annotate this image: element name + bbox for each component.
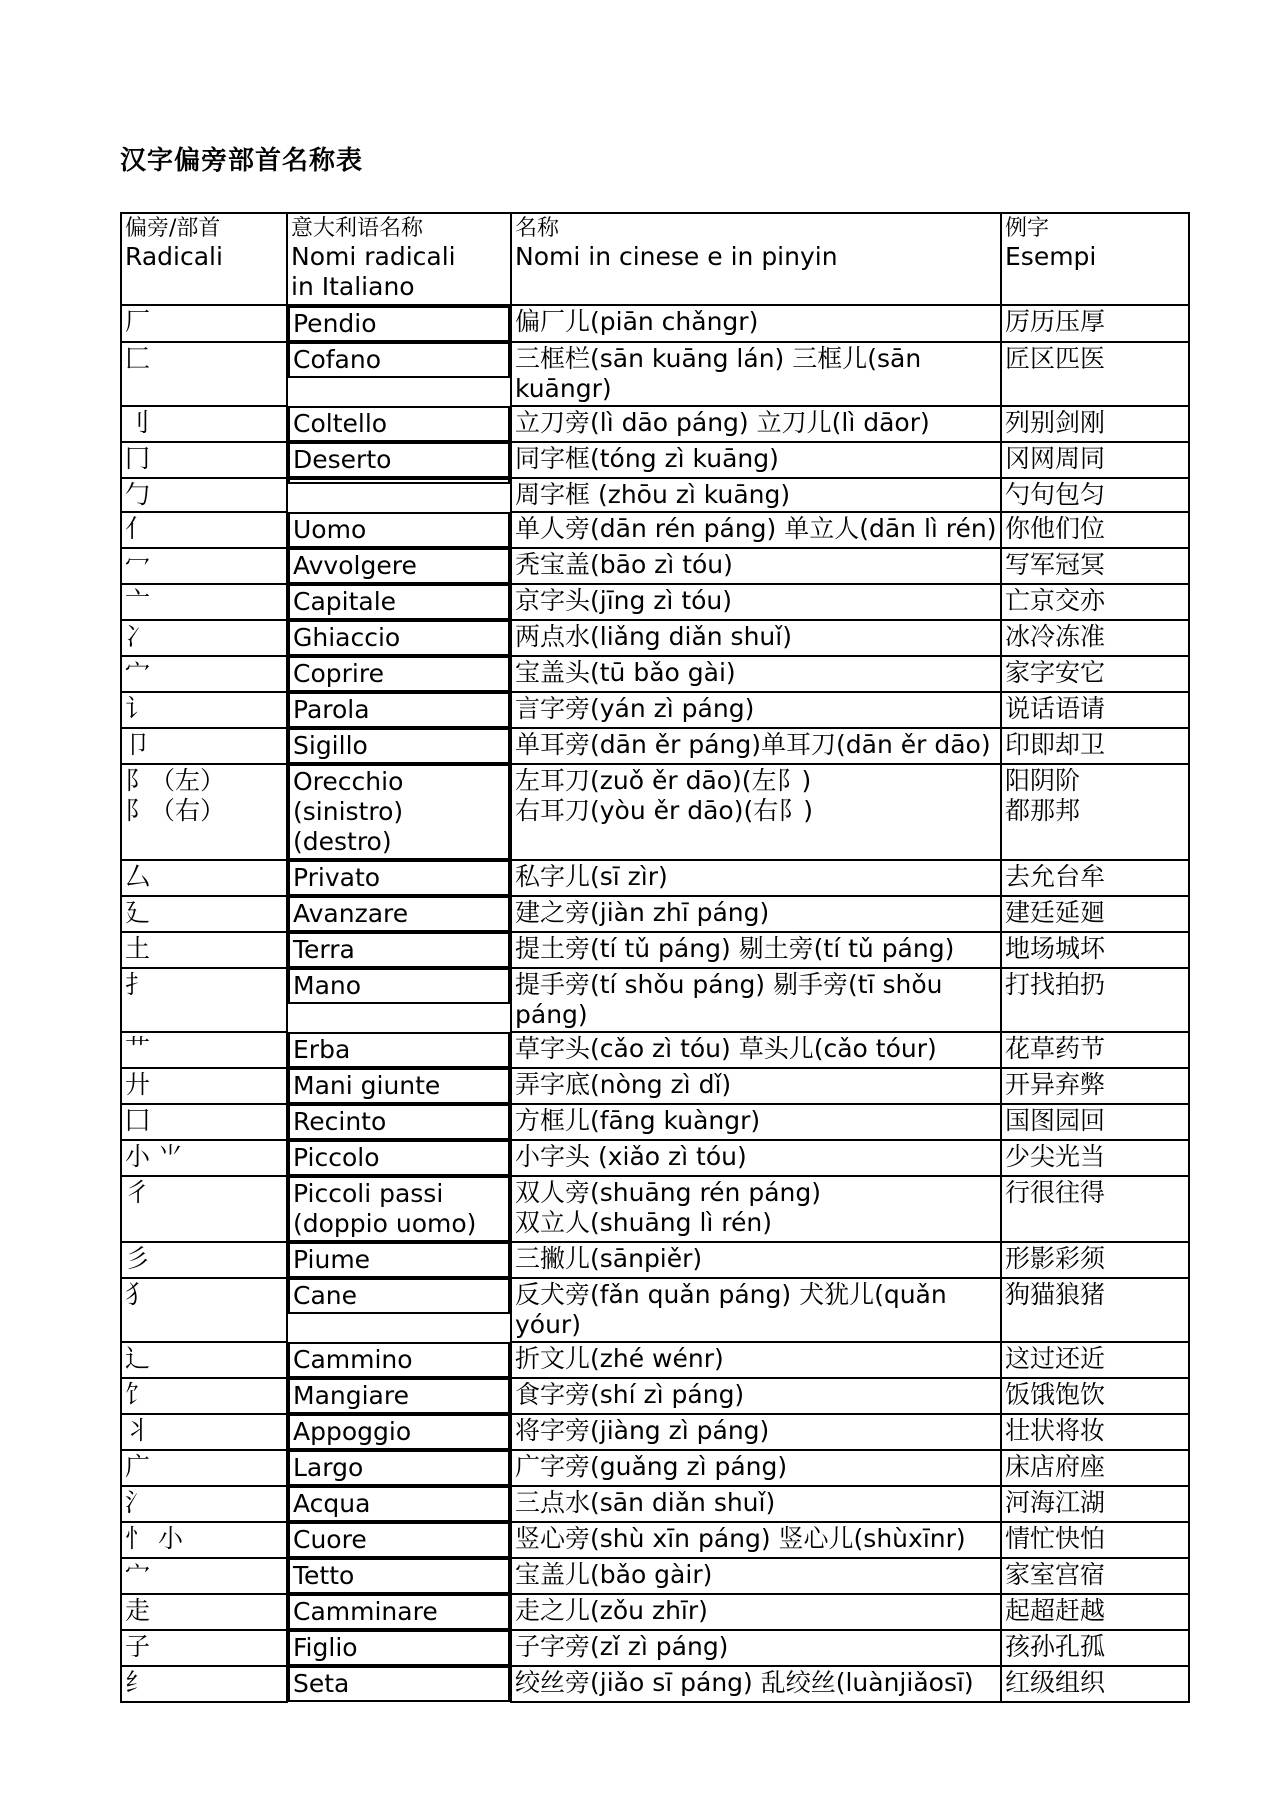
chinese-name-cell: 周字框 (zhōu zì kuāng) <box>511 478 1001 512</box>
italian-name-cell: Avanzare <box>288 896 510 932</box>
radical-cell: 宀 <box>121 656 287 692</box>
radical-cell: 囗 <box>121 1104 287 1140</box>
examples-cell: 打找拍扔 <box>1001 968 1189 1032</box>
italian-name-cell: Pendio <box>288 306 510 342</box>
chinese-name-cell: 同字框(tóng zì kuāng) <box>511 442 1001 478</box>
chinese-name-cell: 单人旁(dān rén páng) 单立人(dān lì rén) <box>511 512 1001 548</box>
table-row <box>121 860 1189 896</box>
table-row <box>121 1630 1189 1666</box>
chinese-name-cell: 三撇儿(sānpiěr) <box>511 1242 1001 1278</box>
examples-cell: 冈网周同 <box>1001 442 1189 478</box>
italian-name-cell: Terra <box>288 932 510 968</box>
radical-cell: 辶 <box>121 1342 287 1378</box>
chinese-name-cell: 竖心旁(shù xīn páng) 竖心儿(shùxīnr) <box>511 1522 1001 1558</box>
table-row <box>121 406 1189 442</box>
chinese-name-cell: 宝盖头(tū bǎo gài) <box>511 656 1001 692</box>
header-zh: 名称 <box>515 216 560 241</box>
radical-cell: 彳 <box>121 1176 287 1242</box>
italian-name-cell: Seta <box>288 1666 510 1702</box>
italian-name-cell: Coprire <box>288 656 510 692</box>
table-row <box>121 1140 1189 1176</box>
chinese-name-cell: 京字头(jīng zì tóu) <box>511 584 1001 620</box>
examples-cell: 形影彩须 <box>1001 1242 1189 1278</box>
examples-cell: 这过还近 <box>1001 1342 1189 1378</box>
header-it: Esempi <box>1005 242 1097 271</box>
chinese-name-cell: 两点水(liǎng diǎn shuǐ) <box>511 620 1001 656</box>
examples-cell: 行很往得 <box>1001 1176 1189 1242</box>
examples-cell: 冰冷冻准 <box>1001 620 1189 656</box>
radical-cell: 阝（左） 阝（右） <box>121 764 287 860</box>
chinese-name-cell: 私字儿(sī zìr) <box>511 860 1001 896</box>
header-it: Nomi in cinese e in pinyin <box>515 242 838 271</box>
chinese-name-cell: 折文儿(zhé wénr) <box>511 1342 1001 1378</box>
chinese-name-cell: 弄字底(nòng zì dǐ) <box>511 1068 1001 1104</box>
italian-name-cell: Deserto <box>288 442 510 478</box>
radical-cell: 刂 <box>121 406 287 442</box>
examples-cell: 勺句包匀 <box>1001 478 1189 512</box>
table-row <box>121 1378 1189 1414</box>
examples-cell: 床店府座 <box>1001 1450 1189 1486</box>
table-row <box>121 1666 1189 1702</box>
table-row <box>121 442 1189 478</box>
italian-name-cell: Tetto <box>288 1558 510 1594</box>
radicals-table <box>120 212 1190 1703</box>
italian-name-cell: Coltello <box>288 406 510 442</box>
examples-cell: 国图园回 <box>1001 1104 1189 1140</box>
radical-cell: 走 <box>121 1594 287 1630</box>
examples-cell: 开异弃弊 <box>1001 1068 1189 1104</box>
table-row <box>121 620 1189 656</box>
italian-name-cell: Piume <box>288 1242 510 1278</box>
radical-cell: 广 <box>121 1450 287 1486</box>
examples-cell: 厉历压厚 <box>1001 305 1189 342</box>
table-row <box>121 1486 1189 1522</box>
examples-cell: 河海江湖 <box>1001 1486 1189 1522</box>
chinese-name-cell: 提手旁(tí shǒu páng) 剔手旁(tī shǒu páng) <box>511 968 1001 1032</box>
header-it: Radicali <box>125 242 223 271</box>
examples-cell: 匠区匹医 <box>1001 342 1189 406</box>
header-radicali <box>121 213 287 305</box>
table-header-row <box>121 213 1189 305</box>
examples-cell: 情忙快怕 <box>1001 1522 1189 1558</box>
table-body <box>121 305 1189 1702</box>
header-it: Nomi radicali in Italiano <box>291 242 456 301</box>
radical-cell: 冫 <box>121 620 287 656</box>
radical-cell: 土 <box>121 932 287 968</box>
table-row <box>121 728 1189 764</box>
examples-cell: 孩孙孔孤 <box>1001 1630 1189 1666</box>
italian-name-cell: Sigillo <box>288 728 510 764</box>
radical-cell: 宀 <box>121 1558 287 1594</box>
examples-cell: 你他们位 <box>1001 512 1189 548</box>
italian-name-cell: Erba <box>288 1032 510 1068</box>
table-row <box>121 932 1189 968</box>
header-esempi <box>1001 213 1189 305</box>
radical-cell: 忄 小 <box>121 1522 287 1558</box>
radical-cell: 彡 <box>121 1242 287 1278</box>
examples-cell: 建廷延廻 <box>1001 896 1189 932</box>
examples-cell: 少尖光当 <box>1001 1140 1189 1176</box>
chinese-name-cell: 立刀旁(lì dāo páng) 立刀儿(lì dāor) <box>511 406 1001 442</box>
chinese-name-cell: 方框儿(fāng kuàngr) <box>511 1104 1001 1140</box>
table-row <box>121 968 1189 1032</box>
italian-name-cell: Capitale <box>288 584 510 620</box>
italian-name-cell <box>288 478 510 484</box>
radical-cell: 讠 <box>121 692 287 728</box>
chinese-name-cell: 反犬旁(fǎn quǎn páng) 犬犹儿(quǎn yóur) <box>511 1278 1001 1342</box>
chinese-name-cell: 三点水(sān diǎn shuǐ) <box>511 1486 1001 1522</box>
table-row <box>121 1032 1189 1068</box>
table-row <box>121 342 1189 406</box>
chinese-name-cell: 建之旁(jiàn zhī páng) <box>511 896 1001 932</box>
examples-cell: 阳阴阶 都那邦 <box>1001 764 1189 860</box>
italian-name-cell: Cofano <box>288 342 510 378</box>
radical-cell: 氵 <box>121 1486 287 1522</box>
document-title: 汉字偏旁部首名称表 <box>120 146 364 176</box>
header-zh: 偏旁/部首 <box>125 216 221 241</box>
radical-cell: 廾 <box>121 1068 287 1104</box>
examples-cell: 红级组织 <box>1001 1666 1189 1702</box>
italian-name-cell: Cammino <box>288 1342 510 1378</box>
table-row <box>121 1342 1189 1378</box>
radical-cell: 冖 <box>121 548 287 584</box>
table-row <box>121 1176 1189 1242</box>
italian-name-cell: Recinto <box>288 1104 510 1140</box>
examples-cell: 花草药节 <box>1001 1032 1189 1068</box>
chinese-name-cell: 秃宝盖(bāo zì tóu) <box>511 548 1001 584</box>
examples-cell: 狗猫狼猪 <box>1001 1278 1189 1342</box>
table-row <box>121 896 1189 932</box>
italian-name-cell: Cuore <box>288 1522 510 1558</box>
radical-cell: 小 ⺌ <box>121 1140 287 1176</box>
chinese-name-cell: 宝盖儿(bǎo gàir) <box>511 1558 1001 1594</box>
radical-cell: 勹 <box>121 478 287 512</box>
radical-cell: 亠 <box>121 584 287 620</box>
chinese-name-cell: 小字头 (xiǎo zì tóu) <box>511 1140 1001 1176</box>
radical-cell: 犭 <box>121 1278 287 1342</box>
radical-cell: 亻 <box>121 512 287 548</box>
table-row <box>121 764 1189 860</box>
italian-name-cell: Orecchio (sinistro) (destro) <box>288 764 510 860</box>
header-zh: 例字 <box>1005 216 1050 241</box>
chinese-name-cell: 偏厂儿(piān chǎngr) <box>511 305 1001 342</box>
table-row <box>121 584 1189 620</box>
table-row <box>121 1450 1189 1486</box>
header-nomi-cinese <box>511 213 1001 305</box>
italian-name-cell: Piccoli passi (doppio uomo) <box>288 1176 510 1242</box>
radical-cell: 厶 <box>121 860 287 896</box>
italian-name-cell: Mani giunte <box>288 1068 510 1104</box>
chinese-name-cell: 单耳旁(dān ěr páng)单耳刀(dān ěr dāo) <box>511 728 1001 764</box>
italian-name-cell: Mangiare <box>288 1378 510 1414</box>
italian-name-cell: Appoggio <box>288 1414 510 1450</box>
italian-name-cell: Piccolo <box>288 1140 510 1176</box>
examples-cell: 地场城坏 <box>1001 932 1189 968</box>
radical-cell: 匚 <box>121 342 287 406</box>
table-row <box>121 656 1189 692</box>
radical-cell: 纟 <box>121 1666 287 1702</box>
examples-cell: 壮状将妆 <box>1001 1414 1189 1450</box>
radical-cell: 厂 <box>121 305 287 342</box>
italian-name-cell: Cane <box>288 1278 510 1314</box>
italian-name-cell: Uomo <box>288 512 510 548</box>
table-row <box>121 1522 1189 1558</box>
table-row <box>121 1104 1189 1140</box>
table-row <box>121 1068 1189 1104</box>
examples-cell: 写军冠冥 <box>1001 548 1189 584</box>
chinese-name-cell: 绞丝旁(jiǎo sī páng) 乱绞丝(luànjiǎosī) <box>511 1666 1001 1702</box>
table-row <box>121 1558 1189 1594</box>
table-row <box>121 512 1189 548</box>
italian-name-cell: Avvolgere <box>288 548 510 584</box>
italian-name-cell: Camminare <box>288 1594 510 1630</box>
radical-cell: 卩 <box>121 728 287 764</box>
radical-cell: 饣 <box>121 1378 287 1414</box>
chinese-name-cell: 广字旁(guǎng zì páng) <box>511 1450 1001 1486</box>
chinese-name-cell: 子字旁(zǐ zì páng) <box>511 1630 1001 1666</box>
table-row <box>121 548 1189 584</box>
table-row <box>121 692 1189 728</box>
chinese-name-cell: 双人旁(shuāng rén páng) 双立人(shuāng lì rén) <box>511 1176 1001 1242</box>
radical-cell: 冂 <box>121 442 287 478</box>
italian-name-cell: Figlio <box>288 1630 510 1666</box>
italian-name-cell: Ghiaccio <box>288 620 510 656</box>
radical-cell: 子 <box>121 1630 287 1666</box>
examples-cell: 起超赶越 <box>1001 1594 1189 1630</box>
table-row <box>121 1278 1189 1342</box>
examples-cell: 家字安它 <box>1001 656 1189 692</box>
chinese-name-cell: 草字头(cǎo zì tóu) 草头儿(cǎo tóur) <box>511 1032 1001 1068</box>
chinese-name-cell: 走之儿(zǒu zhīr) <box>511 1594 1001 1630</box>
chinese-name-cell: 提土旁(tí tǔ páng) 剔土旁(tí tǔ páng) <box>511 932 1001 968</box>
examples-cell: 印即却卫 <box>1001 728 1189 764</box>
examples-cell: 饭饿饱饮 <box>1001 1378 1189 1414</box>
table-row <box>121 1594 1189 1630</box>
radical-cell: 廴 <box>121 896 287 932</box>
italian-name-cell: Largo <box>288 1450 510 1486</box>
italian-name-cell: Privato <box>288 860 510 896</box>
chinese-name-cell: 食字旁(shí zì páng) <box>511 1378 1001 1414</box>
examples-cell: 亡京交亦 <box>1001 584 1189 620</box>
examples-cell: 去允台牟 <box>1001 860 1189 896</box>
header-zh: 意大利语名称 <box>291 216 424 241</box>
radical-cell: 艹 <box>121 1032 287 1068</box>
header-nomi-italiano <box>287 213 511 305</box>
italian-name-cell: Mano <box>288 968 510 1004</box>
table-row <box>121 305 1189 342</box>
examples-cell: 说话语请 <box>1001 692 1189 728</box>
italian-name-cell: Parola <box>288 692 510 728</box>
examples-cell: 列别剑刚 <box>1001 406 1189 442</box>
table-row <box>121 1242 1189 1278</box>
chinese-name-cell: 将字旁(jiàng zì páng) <box>511 1414 1001 1450</box>
chinese-name-cell: 三框栏(sān kuāng lán) 三框儿(sān kuāngr) <box>511 342 1001 406</box>
radical-cell: 丬 <box>121 1414 287 1450</box>
chinese-name-cell: 言字旁(yán zì páng) <box>511 692 1001 728</box>
radical-cell: 扌 <box>121 968 287 1032</box>
examples-cell: 家室宫宿 <box>1001 1558 1189 1594</box>
table-row <box>121 1414 1189 1450</box>
chinese-name-cell: 左耳刀(zuǒ ěr dāo)(左阝) 右耳刀(yòu ěr dāo)(右阝) <box>511 764 1001 860</box>
table-row <box>121 478 1189 512</box>
italian-name-cell: Acqua <box>288 1486 510 1522</box>
